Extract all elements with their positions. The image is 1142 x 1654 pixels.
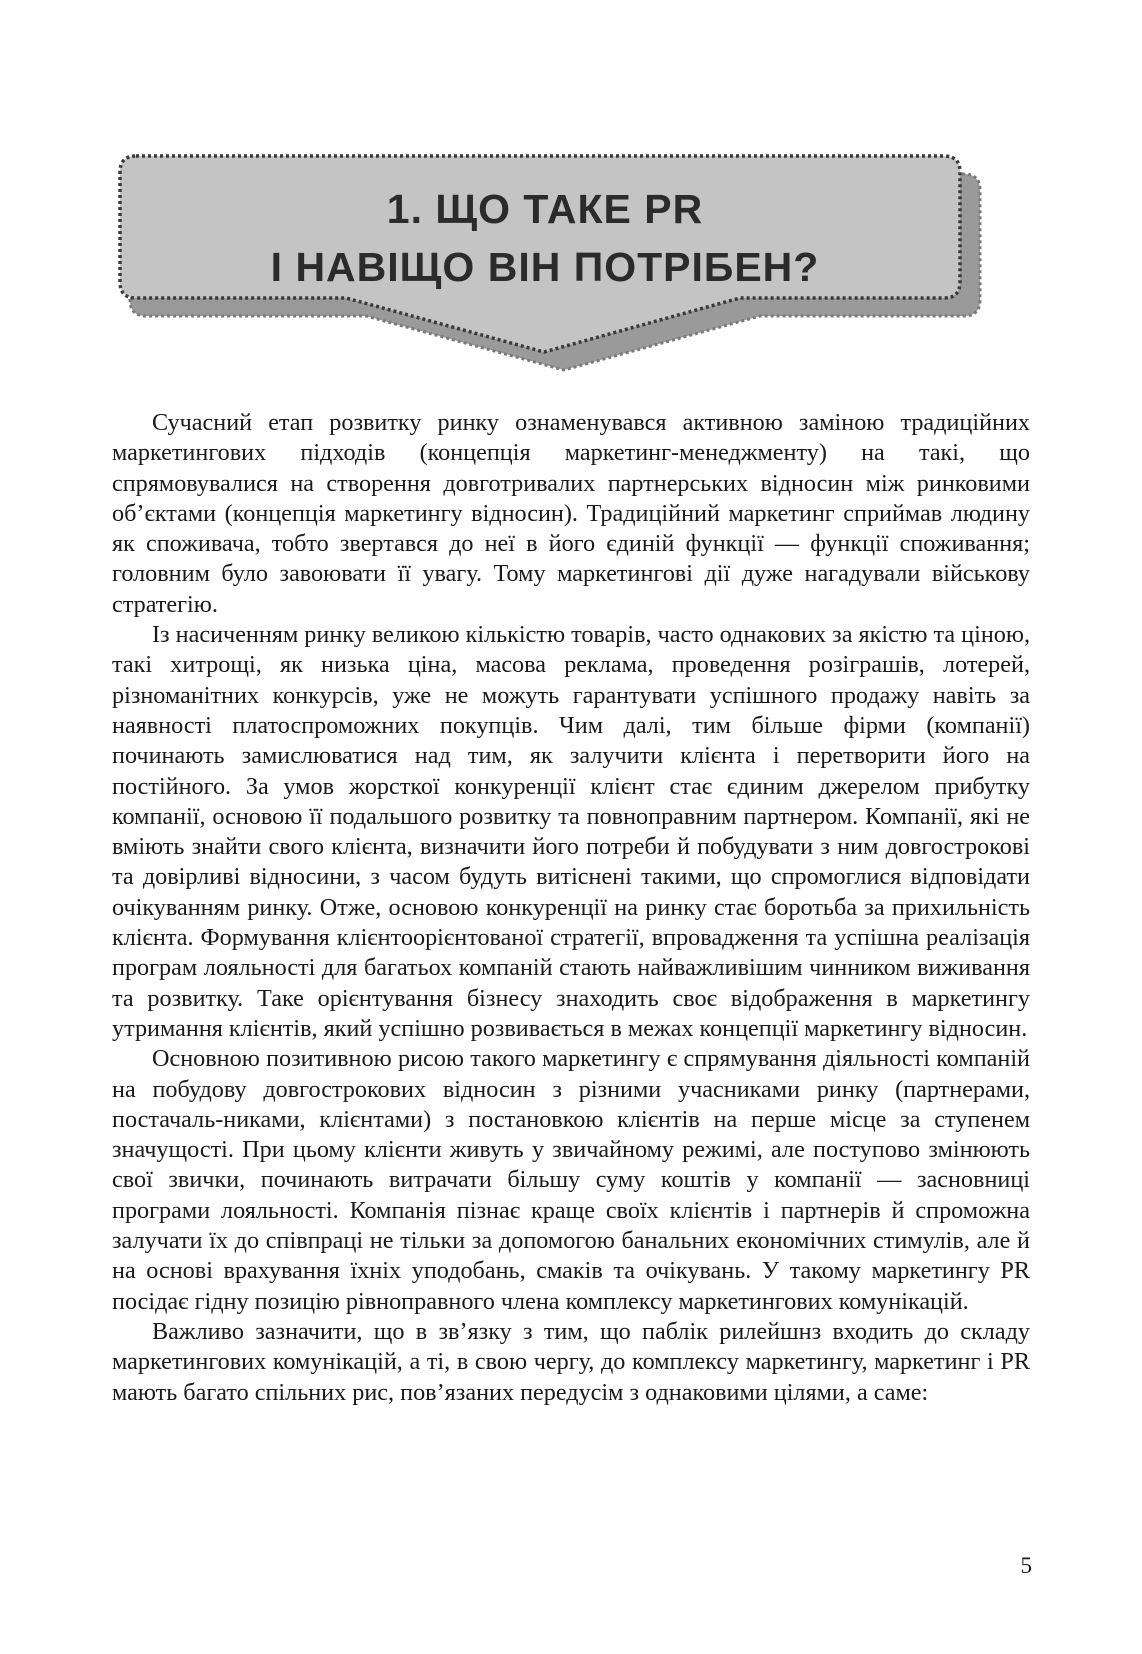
paragraph: Сучасний етап розвитку ринку ознаменувався активною заміною традиційних маркетингових підходів (концепція маркетинг-менеджменту) на такі, що спрямовувалися на створення довготривалих партнерських відносин між ринковими об’єктами (концепція маркетингу відносин). Традиційний маркетинг сприймав людину як споживача, тобто звертався до неї в його єдиній функції — функції споживання; головним було завоювати її увагу. Тому маркетингові дії дуже нагадували військову стратегію. <box>112 409 1030 618</box>
paragraph: Важливо зазначити, що в зв’язку з тим, що паблік рилейшнз входить до складу маркетингових комунікацій, а ті, в свою чергу, до комплексу маркетингу, маркетинг і PR мають багато спільних рис, пов’язаних передусім з однаковими цілями, а саме: <box>112 1317 1030 1406</box>
chapter-title-line-1: 1. ЩО ТАКЕ PR <box>386 186 704 232</box>
page-number: 5 <box>1020 1553 1032 1578</box>
body-text <box>112 408 1030 1408</box>
chapter-heading-banner <box>110 150 1020 390</box>
paragraph: Із насиченням ринку великою кількістю товарів, часто однакових за якістю та ціною, такі хитрощі, як низька ціна, масова реклама, проведення розіграшів, лотерей, різноманітних конкурсів, уже не можуть гарантувати успішного продажу навіть за наявності платоспроможних покупців. Чим далі, тим більше фірми (компанії) починають замислюватися над тим, як залучити клієнта і перетворити його на постійного. За умов жорсткої конкуренції клієнт стає єдиним джерелом прибутку компанії, основою її подальшого розвитку та повноправним партнером. Компанії, які не вміють знайти свого клієнта, визначити його потреби й побудувати з ним довгострокові та довірливі відносини, з часом будуть витіснені такими, що спромоглися відповідати очікуванням ринку. Отже, основою конкуренції на ринку стає боротьба за прихильність клієнта. Формування клієнтоорієнтованої стратегії, впровадження та успішна реалізація програм лояльності для багатьох компаній стають найважливішим чинником виживання та розвитку. Таке орієнтування бізнесу знаходить своє відображення в маркетингу утримання клієнтів, який успішно розвивається в межах концепції маркетингу відносин. <box>112 621 1030 1042</box>
paragraph: Основною позитивною рисою такого маркетингу є спрямування діяльності компаній на побудову довгострокових відносин з різними учасниками ринку (партнерами, постачаль-никами, клієнтами) з постановкою клієнтів на перше місце за ступенем значущості. При цьому клієнти живуть у звичайному режимі, але поступово змінюють свої звички, починають витрачати більшу суму коштів у компанії — засновниці програми лояльності. Компанія пізнає краще своїх клієнтів і партнерів й спроможна залучати їх до співпраці не тільки за допомогою банальних економічних стимулів, але й на основі врахування їхніх уподобань, смаків та очікувань. У такому маркетингу PR посідає гідну позицію рівноправного члена комплексу маркетингових комунікацій. <box>112 1045 1030 1315</box>
chapter-title-line-2: І НАВІЩО ВІН ПОТРІБЕН? <box>270 244 820 290</box>
